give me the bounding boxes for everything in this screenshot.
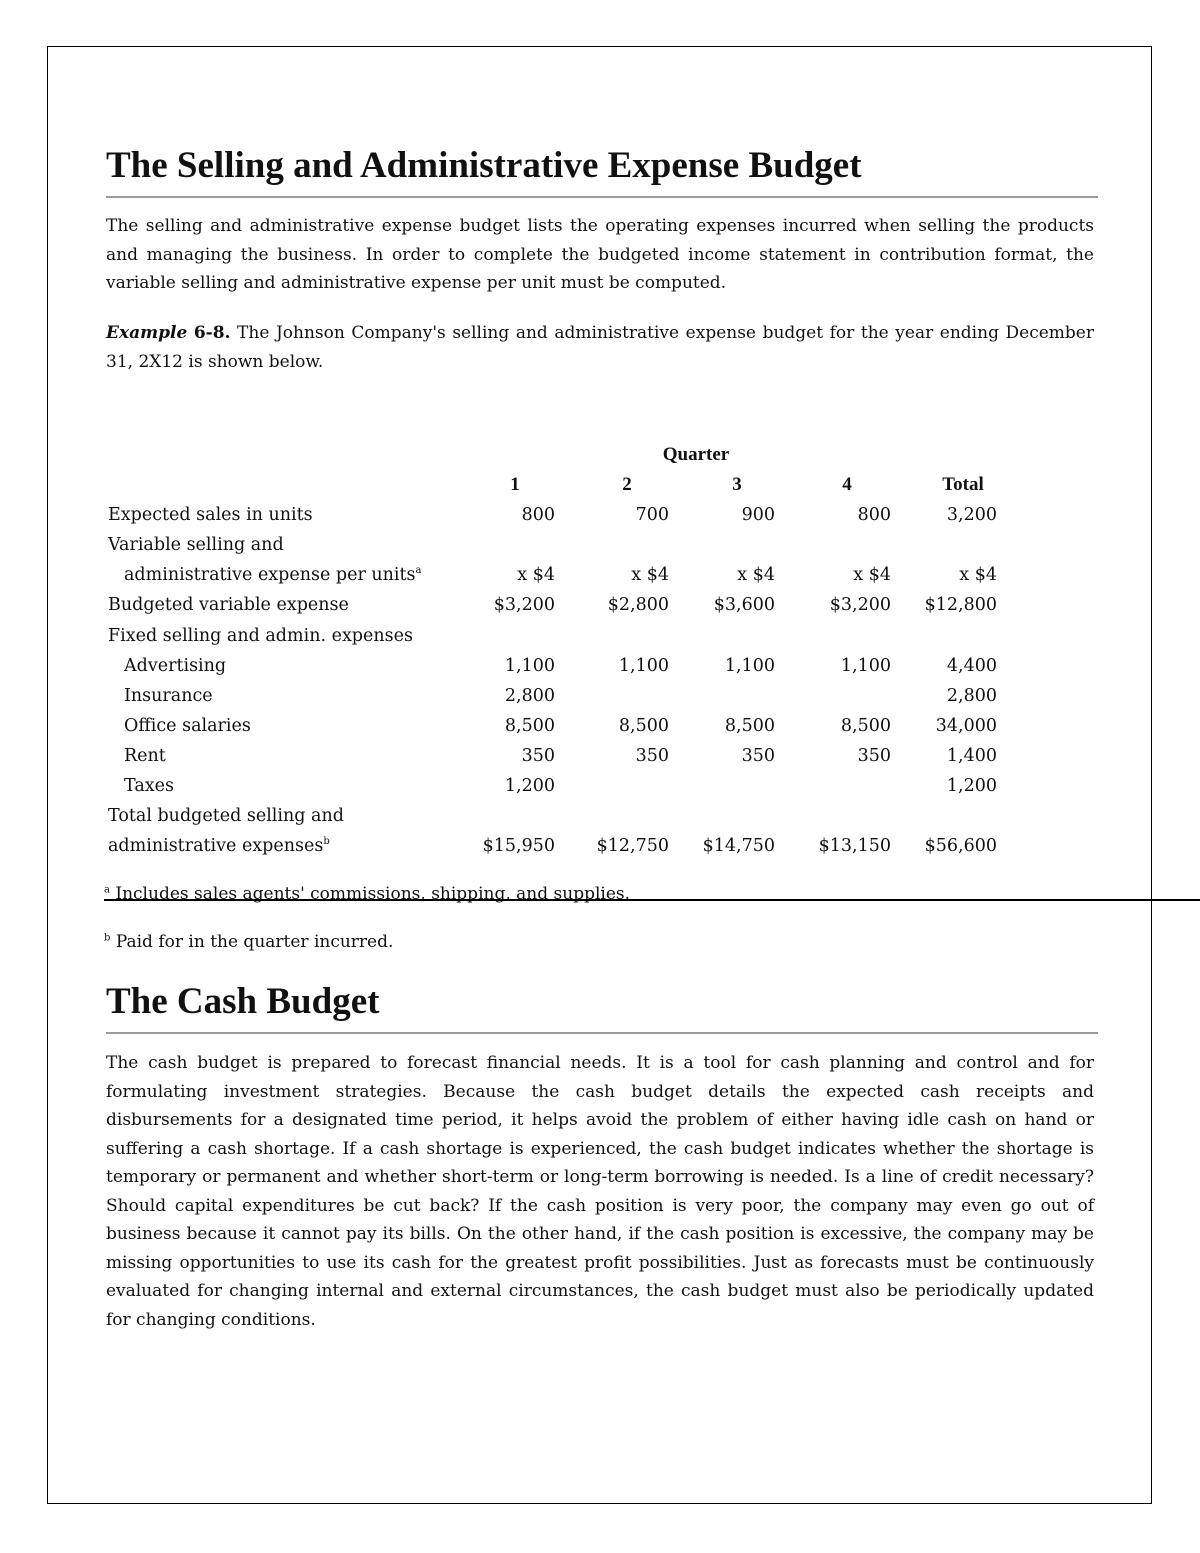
example-text: The Johnson Company's selling and administrative expense budget for the year ending December 31, 2X12 is shown below. bbox=[106, 323, 1094, 372]
row-label: Total budgeted selling and bbox=[108, 806, 344, 827]
column-header: Total bbox=[942, 474, 984, 496]
table-cell: 1,200 bbox=[504, 776, 555, 797]
example-label: Example bbox=[106, 323, 188, 343]
table-cell: x $4 bbox=[517, 565, 555, 586]
column-header: 4 bbox=[842, 474, 852, 496]
table-cell: 1,100 bbox=[618, 655, 669, 676]
intro-paragraph: The selling and administrative expense budget lists the operating expenses incurred when selling the products and managing the business. In order to complete the budgeted income statement in contribution format, the variable selling and administrative expense per unit must be computed. bbox=[106, 216, 1094, 293]
table-cell: 350 bbox=[857, 745, 891, 766]
footnote-text: Includes sales agents' commissions, shipping, and supplies. bbox=[115, 884, 631, 904]
row-label bbox=[124, 560, 422, 590]
footnote-b bbox=[104, 932, 393, 952]
table-cell: x $4 bbox=[853, 565, 891, 586]
table-cell: 700 bbox=[635, 505, 669, 526]
example-paragraph bbox=[106, 319, 1094, 376]
table-cell: 800 bbox=[521, 505, 555, 526]
table-cell: $3,600 bbox=[713, 595, 775, 616]
example-number: 6-8. bbox=[193, 323, 231, 343]
table-cell: 1,200 bbox=[946, 776, 997, 797]
table-cell: $13,150 bbox=[818, 836, 891, 857]
table-cell: x $4 bbox=[631, 565, 669, 586]
column-header: 1 bbox=[510, 474, 520, 496]
quarter-header: Quarter bbox=[662, 444, 730, 465]
row-label: Expected sales in units bbox=[108, 505, 313, 526]
table-cell: $15,950 bbox=[482, 836, 555, 857]
section-title-selling-admin: The Selling and Administrative Expense Budget bbox=[106, 145, 862, 186]
example-paragraph-wrap bbox=[106, 319, 1094, 376]
title-underline bbox=[106, 196, 1098, 198]
footnote-marker: a bbox=[415, 565, 422, 577]
row-label: Office salaries bbox=[124, 715, 251, 736]
row-label bbox=[108, 831, 330, 861]
column-header: 2 bbox=[622, 474, 632, 496]
row-label-text: administrative expenses bbox=[108, 836, 324, 857]
table-cell: 3,200 bbox=[946, 505, 997, 526]
column-header: 3 bbox=[732, 474, 742, 496]
footnote-marker: b bbox=[323, 836, 330, 848]
table-cell: 350 bbox=[741, 745, 775, 766]
footnote-a bbox=[104, 884, 630, 904]
table-cell: 1,100 bbox=[840, 655, 891, 676]
table-cell: 2,800 bbox=[946, 685, 997, 706]
row-label: Budgeted variable expense bbox=[108, 595, 349, 616]
table-cell: 1,100 bbox=[504, 655, 555, 676]
table-cell: $3,200 bbox=[829, 595, 891, 616]
table-cell: x $4 bbox=[737, 565, 775, 586]
table-cell: 2,800 bbox=[504, 685, 555, 706]
table-cell: 34,000 bbox=[935, 715, 997, 736]
row-label: Variable selling and bbox=[108, 535, 284, 556]
table-cell: $3,200 bbox=[493, 595, 555, 616]
table-cell: 8,500 bbox=[840, 715, 891, 736]
section-selling-admin bbox=[106, 146, 1094, 187]
cash-budget-paragraph: The cash budget is prepared to forecast financial needs. It is a tool for cash planning and control and for formulating investment strategies. Because the cash budget details the expected cash receipts and disbursements for a designated time period, it helps avoid the problem of either having idle cash on hand or suffering a cash shortage. If a cash shortage is experienced, the cash budget indicates whether the shortage is temporary or permanent and whether short-term or long-term borrowing is needed. Is a line of credit necessary? Should capital expenditures be cut back? If the cash position is very poor, the company may even go out of business because it cannot pay its bills. On the other hand, if the cash position is excessive, the company may be missing opportunities to use its cash for the greatest profit possibilities. Just as forecasts must be continuously evaluated for changing internal and external circumstances, the cash budget must also be periodically updated for changing conditions. bbox=[106, 1053, 1094, 1330]
row-label: Taxes bbox=[124, 776, 174, 797]
row-label: Insurance bbox=[124, 685, 213, 706]
cash-budget-paragraph-wrap bbox=[106, 1049, 1094, 1334]
row-label: Fixed selling and admin. expenses bbox=[108, 625, 413, 646]
intro-paragraph-wrap bbox=[106, 212, 1094, 298]
table-cell: 8,500 bbox=[504, 715, 555, 736]
table-cell: $14,750 bbox=[702, 836, 775, 857]
footnote-marker: a bbox=[104, 884, 110, 896]
row-label: Rent bbox=[124, 745, 166, 766]
table-cell: $12,800 bbox=[924, 595, 997, 616]
table-cell: $56,600 bbox=[924, 836, 997, 857]
table-cell: 4,400 bbox=[946, 655, 997, 676]
section-cash-budget bbox=[106, 982, 1094, 1023]
table-cell: 1,400 bbox=[946, 745, 997, 766]
section-title-cash-budget: The Cash Budget bbox=[106, 981, 380, 1022]
table-cell: 8,500 bbox=[724, 715, 775, 736]
table-cell: 8,500 bbox=[618, 715, 669, 736]
footnote-text: Paid for in the quarter incurred. bbox=[115, 932, 394, 952]
row-label: Advertising bbox=[124, 655, 227, 676]
table-cell: x $4 bbox=[959, 565, 997, 586]
table-cell: 350 bbox=[635, 745, 669, 766]
table-cell: $2,800 bbox=[607, 595, 669, 616]
table-cell: $12,750 bbox=[596, 836, 669, 857]
table-cell: 1,100 bbox=[724, 655, 775, 676]
title-underline bbox=[106, 1032, 1098, 1034]
footnote-marker: b bbox=[104, 932, 111, 944]
row-label-text: administrative expense per units bbox=[124, 565, 416, 586]
table-cell: 350 bbox=[521, 745, 555, 766]
table-cell: 900 bbox=[741, 505, 775, 526]
table-cell: 800 bbox=[857, 505, 891, 526]
horizontal-line bbox=[104, 899, 1200, 901]
